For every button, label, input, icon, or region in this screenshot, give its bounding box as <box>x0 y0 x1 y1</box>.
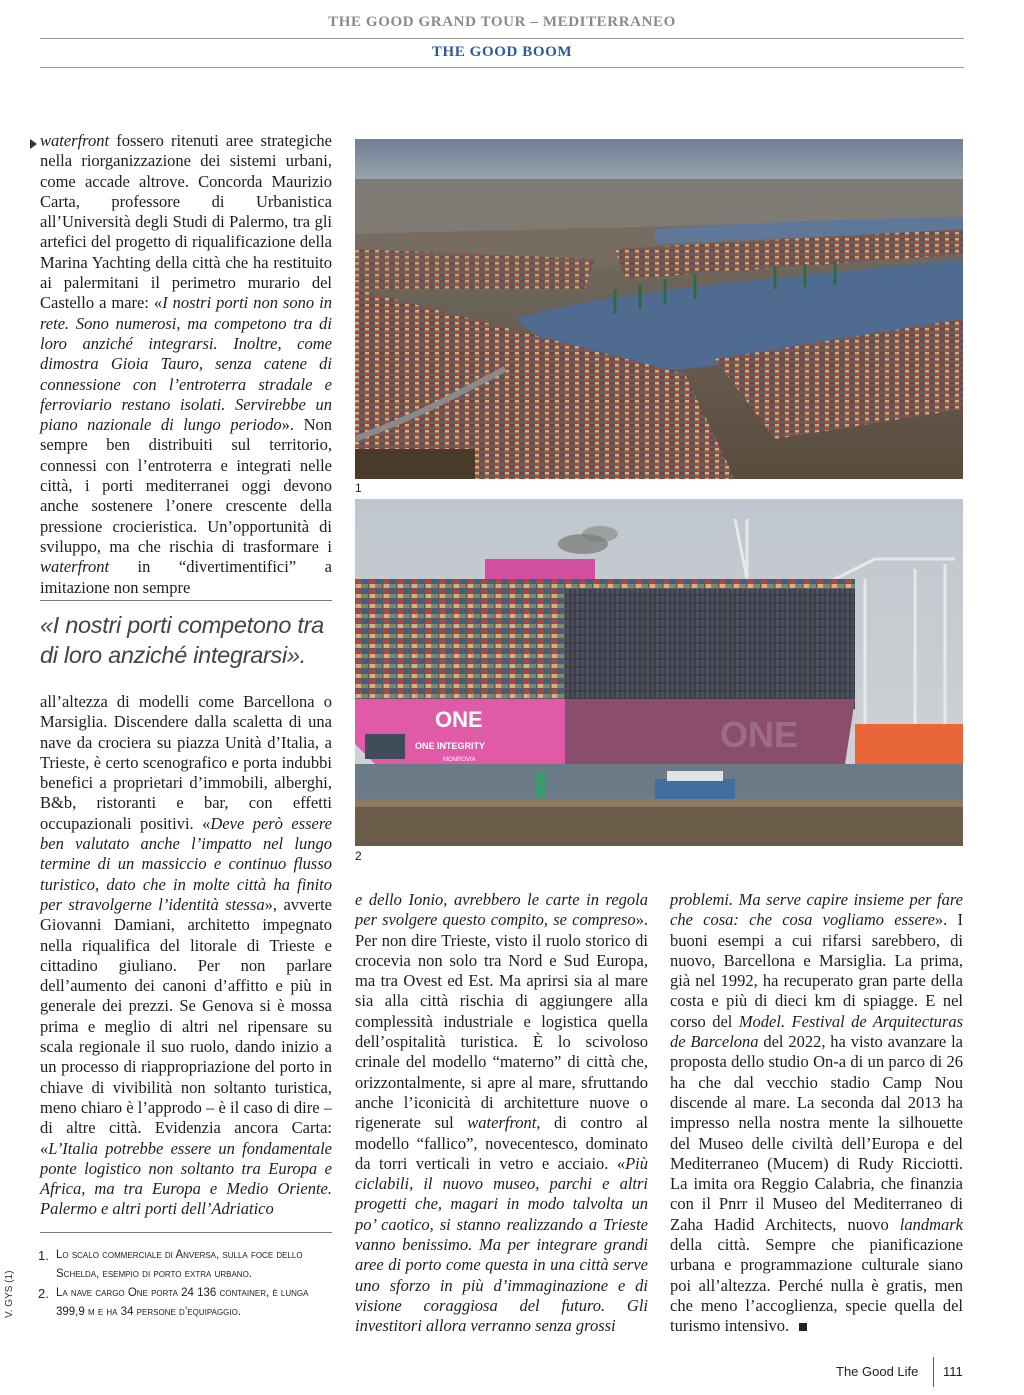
article-column-3 <box>670 890 963 1336</box>
photo-credit: V. GYS (1) <box>4 1270 15 1318</box>
header-divider <box>40 38 964 39</box>
photo-container-ship <box>355 499 963 846</box>
header-divider <box>40 67 964 68</box>
section-title: THE GOOD BOOM <box>431 44 573 60</box>
body-paragraph: all’altezza di modelli come Barcellona o Marsiglia. Discendere dalla scaletta di una nave da crociera su piazza Unità d’Italia, a Trieste, è certo scenografico e porta indubbi benefici a proprietari d’immobili, alberghi, B&b, ristoranti e bar, con effetti occupazionali positivi. «Deve però essere ben valutato anche l’impatto nel lungo termine di un massiccio e continuo flusso turistico, dato che in molte città ha finito per stravolgerne l’identità stessa», avverte Giovanni Damiani, architetto impegnato nella riqualifica del litorale di Trieste e cittadino giuliano. Per non parlare dell’aumento dei canoni d’affitto e più in generale dei prezzi. Se Genova si è mossa prima e meglio di altri nel ripensare su scala regionale il suo ruolo, dando inizio a un processo di riappropriazione del porto in chiave di vivibilità non soltanto turistica, meno chiaro è l’approdo – è il caso di dire – di altre città. Evidenzia ancora Carta: «L’Italia potrebbe essere un fondamentale ponte logistico non soltanto tra Europa e Africa, ma tra Europa e Medio Oriente. Palermo e altri porti dell’Adriatico <box>40 692 332 1219</box>
body-paragraph: e dello Ionio, avrebbero le carte in regola per svolgere questo compito, se compreso». Per non dire Trieste, visto il ruolo storico di crocevia non solo tra Nord e Sud Europa, ma tra Ovest ed Est. Ma aprirsi sia al mare sia alla città rischia di aggiungere alla complessità industriale e logistica quella dell’ospitalità turistica. È lo scivoloso crinale del modello “materno” di città che, orizzontalmente, si apre al mare, sfruttando anche l’iconicità di architetture nuove o rigenerate sul waterfront, di contro al modello “fallico”, novecentesco, dominato da torri verticali in vetro e acciaio. «Più ciclabili, il nuovo museo, parchi e altri progetti che, magari in modo talvolta un po’ caotico, si stanno realizzando a Trieste vanno benissimo. Ma per integrare grandi aree di porto come questa in una città serve uno sforzo in più d’immaginazione e di visione coraggiosa del futuro. Gli investitori allora verranno senza grossi <box>355 890 648 1336</box>
ship-logo: ONE <box>435 707 483 732</box>
end-of-article-icon <box>799 1323 807 1331</box>
footer-divider <box>933 1357 934 1387</box>
body-text: problemi. Ma serve capire insieme per fare che cosa: che cosa vogliamo essere». I buoni esempi a cui rifarsi sarebbero, di nuovo, Barcellona e Marsiglia. La prima, già nel 1992, ha recuperato gran parte della costa e più di dieci km di spiagge. E nel corso del Model. Festival de Arquitecturas de Barcelona del 2022, ha visto avanzare la proposta dello studio On-a di un parco di 26 ha che dal vecchio stadio Camp Nou discende al mare. La seconda dal 2013 ha impresso nella nostra mente la silhouette del Museo delle civiltà dell’Europa e del Mediterraneo (Mucem) di Rudy Ricciotti. La imita ora Reggio Calabria, che finanzia con il Pnrr il Museo del Mediterraneo di Zaha Hadid Architects, nuovo landmark della città. Sempre che pianificazione urbana e programmazione culturale siano poi all’altezza. Perché nulla è gratis, men che meno l’accoglienza, specie quella del turismo intensivo. <box>670 890 963 1336</box>
caption-number: 2. <box>38 1286 49 1301</box>
article-column-2 <box>355 890 648 1336</box>
caption-rule <box>40 1232 332 1233</box>
caption-text: Lo scalo commerciale di Anversa, sulla foce dello Schelda, esempio di porto extra urbano. <box>56 1249 303 1280</box>
ship-port: MONROVIA <box>443 757 476 763</box>
figure-number-1: 1 <box>355 481 362 495</box>
running-header-title: THE GOOD GRAND TOUR – MEDITERRANEO <box>328 14 676 30</box>
ship-name: ONE INTEGRITY <box>415 741 486 751</box>
body-paragraph: waterfront fossero ritenuti aree strategiche nella riorganizzazione dei sistemi urbani, come accade altrove. Concorda Maurizio Carta, professore di Urbanistica all’Università degli Studi di Palermo, tra gli artefici del progetto di riqualificazione della Marina Yachting della città che ha restituito ai palermitani il perimetro murario del Castello a mare: «I nostri porti non sono in rete. Sono numerosi, ma competono tra di loro anziché integrarsi. Inoltre, come dimostra Gioia Tauro, senza catene di connessione con l’entroterra stradale e ferroviario restano isolati. Servirebbe un piano nazionale di lungo periodo». Non sempre ben distribuiti sul territorio, connessi con l’entroterra e integrati nelle città, i porti mediterranei oggi devono anche sostenere l’onere crescente della pressione crocieristica. Un’opportunità di sviluppo, ma che rischia di trasformare i waterfront in “divertimentifici” a imitazione non sempre <box>40 131 333 597</box>
body-paragraph <box>670 890 963 1337</box>
article-column-1-top <box>40 131 333 597</box>
figure-number-2: 2 <box>355 849 362 863</box>
caption-1 <box>38 1246 338 1284</box>
pullquote-rule <box>40 600 332 601</box>
figure-captions <box>38 1246 338 1322</box>
container-ship-image <box>355 499 963 846</box>
aerial-port-image <box>355 139 963 479</box>
caption-2 <box>38 1284 338 1322</box>
caption-text: La nave cargo One porta 24 136 container, è lunga 399,9 m e ha 34 persone d’equipaggio. <box>56 1287 309 1318</box>
caption-number: 1. <box>38 1248 49 1263</box>
pullquote: «I nostri porti competono tra di loro anziché integrarsi». <box>40 612 324 668</box>
page-number: 111 <box>943 1364 963 1379</box>
continue-arrow-icon <box>30 139 37 149</box>
photo-antwerp-port <box>355 139 963 479</box>
magazine-name: The Good Life <box>836 1364 919 1379</box>
hull-logo: ONE <box>720 714 799 755</box>
article-column-1-bottom <box>40 692 332 1219</box>
